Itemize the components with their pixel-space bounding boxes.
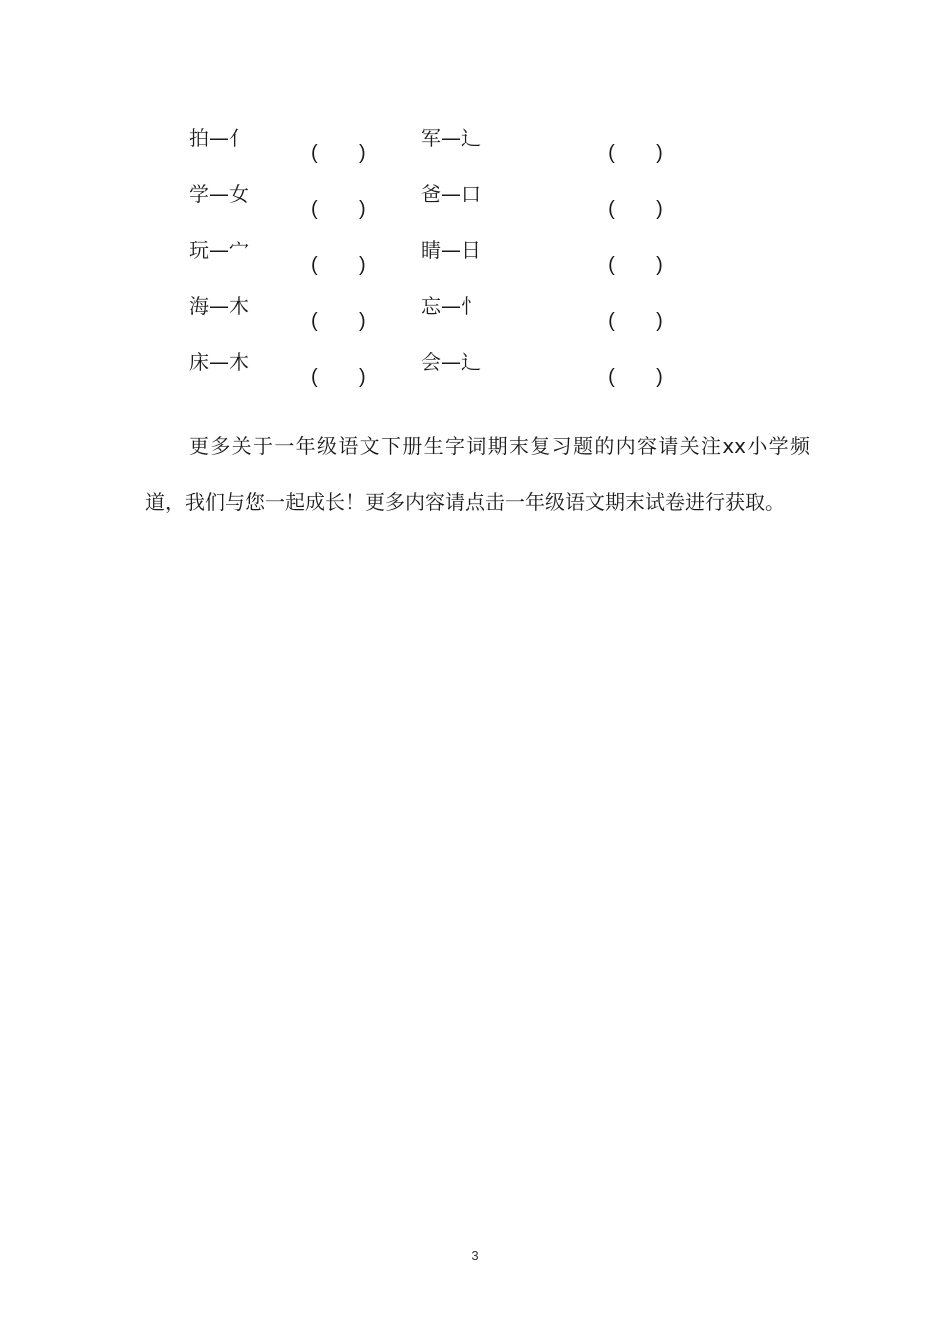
- paren-close: ): [359, 366, 366, 388]
- exercise-left-item: 床—木: [189, 350, 249, 374]
- paren-close: ): [656, 198, 663, 220]
- exercise-right-item: 爸—口: [421, 182, 481, 206]
- paren-close: ): [656, 310, 663, 332]
- exercise-row: [189, 288, 663, 344]
- paren-open: (: [608, 198, 615, 220]
- paren-close: ): [656, 366, 663, 388]
- paren-open: (: [311, 198, 318, 220]
- paren-close: ): [359, 198, 366, 220]
- exercise-row: [189, 176, 663, 232]
- paren-close: ): [656, 254, 663, 276]
- exercise-left-item: 玩—宀: [189, 238, 249, 262]
- exercise-left-item: 学—女: [189, 182, 249, 206]
- exercise-right-item: 忘—忄: [421, 294, 481, 318]
- paren-close: ): [359, 310, 366, 332]
- paren-open: (: [311, 254, 318, 276]
- page-number: 3: [471, 1248, 479, 1263]
- exercise-table: [189, 120, 663, 400]
- exercise-row: [189, 120, 663, 176]
- exercise-left-item: 海—木: [189, 294, 249, 318]
- paren-open: (: [608, 310, 615, 332]
- paren-close: ): [656, 142, 663, 164]
- exercise-left-item: 拍—亻: [189, 126, 249, 150]
- exercise-right-item: 睛—日: [421, 238, 481, 262]
- paren-open: (: [311, 366, 318, 388]
- paren-open: (: [608, 142, 615, 164]
- paren-close: ): [359, 142, 366, 164]
- closing-paragraph: 更多关于一年级语文下册生字词期末复习题的内容请关注xx小学频道，我们与您一起成长！更多内容请点击一年级语文期末试卷进行获取。: [145, 434, 810, 514]
- paren-open: (: [311, 142, 318, 164]
- paren-open: (: [311, 310, 318, 332]
- paren-close: ): [359, 254, 366, 276]
- paren-open: (: [608, 254, 615, 276]
- exercise-row: [189, 344, 663, 400]
- exercise-right-item: 会—辶: [421, 350, 481, 374]
- exercise-row: [189, 232, 663, 288]
- exercise-right-item: 军—辶: [421, 126, 481, 150]
- paren-open: (: [608, 366, 615, 388]
